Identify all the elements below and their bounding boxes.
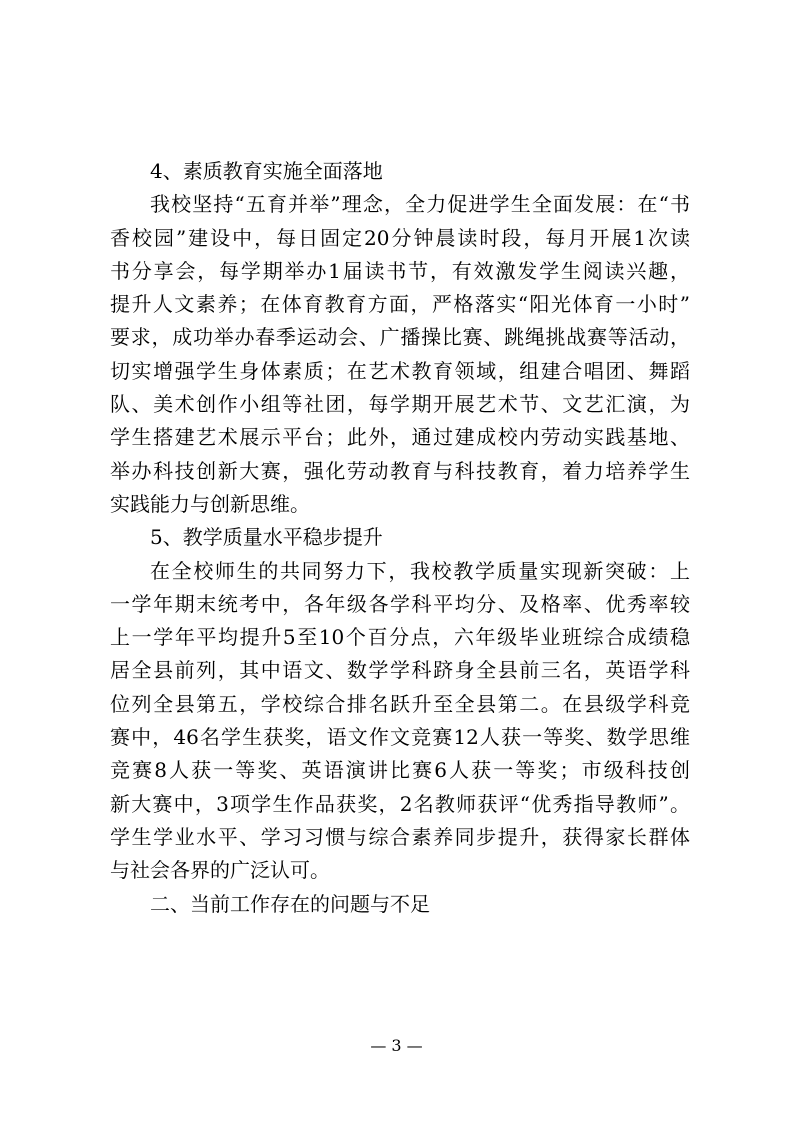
- paragraph-line: 提升人文素养；在体育教育方面，严格落实“阳光体育一小时”: [110, 292, 690, 317]
- page-number: — 3 —: [370, 1036, 423, 1055]
- paragraph-line: 要求，成功举办春季运动会、广播操比赛、跳绳挑战赛等活动，: [110, 325, 690, 350]
- paragraph-line: 一学年期末统考中，各年级各学科平均分、及格率、优秀率较: [110, 591, 690, 616]
- paragraph-line: 学生搭建艺术展示平台；此外，通过建成校内劳动实践基地、: [110, 425, 690, 450]
- section-heading-problems: 二、当前工作存在的问题与不足: [150, 891, 430, 916]
- paragraph-line: 我校坚持“五育并举”理念，全力促进学生全面发展：在“书: [150, 192, 690, 217]
- paragraph-line: 竞赛8人获一等奖、英语演讲比赛6人获一等奖；市级科技创: [110, 758, 690, 783]
- paragraph-line: 举办科技创新大赛，强化劳动教育与科技教育，着力培养学生: [110, 458, 690, 483]
- paragraph-line: 香校园”建设中，每日固定20分钟晨读时段，每月开展1次读: [110, 225, 690, 250]
- paragraph-line: 居全县前列，其中语文、数学学科跻身全县前三名，英语学科: [110, 658, 690, 683]
- section-heading-quality-education: 4、素质教育实施全面落地: [150, 159, 383, 183]
- paragraph-line: 实践能力与创新思维。: [110, 491, 310, 516]
- paragraph-line: 与社会各界的广泛认可。: [110, 858, 330, 883]
- paragraph-line: 队、美术创作小组等社团，每学期开展艺术节、文艺汇演，为: [110, 392, 690, 417]
- paragraph-line: 切实增强学生身体素质；在艺术教育领域，组建合唱团、舞蹈: [110, 358, 690, 383]
- paragraph-line: 位列全县第五，学校综合排名跃升至全县第二。在县级学科竞: [110, 691, 690, 716]
- paragraph-line: 学生学业水平、学习习惯与综合素养同步提升，获得家长群体: [110, 824, 690, 849]
- paragraph-line: 赛中，46名学生获奖，语文作文竞赛12人获一等奖、数学思维: [110, 725, 690, 750]
- document-body: [110, 155, 690, 921]
- paragraph-line: 书分享会，每学期举办1届读书节，有效激发学生阅读兴趣，: [110, 258, 690, 283]
- paragraph-line: 上一学年平均提升5至10个百分点，六年级毕业班综合成绩稳: [110, 625, 690, 650]
- paragraph-line: 在全校师生的共同努力下，我校教学质量实现新突破：上: [150, 558, 690, 583]
- paragraph-line: 新大赛中，3项学生作品获奖，2名教师获评“优秀指导教师”。: [110, 791, 690, 816]
- section-heading-teaching-quality: 5、教学质量水平稳步提升: [150, 525, 383, 550]
